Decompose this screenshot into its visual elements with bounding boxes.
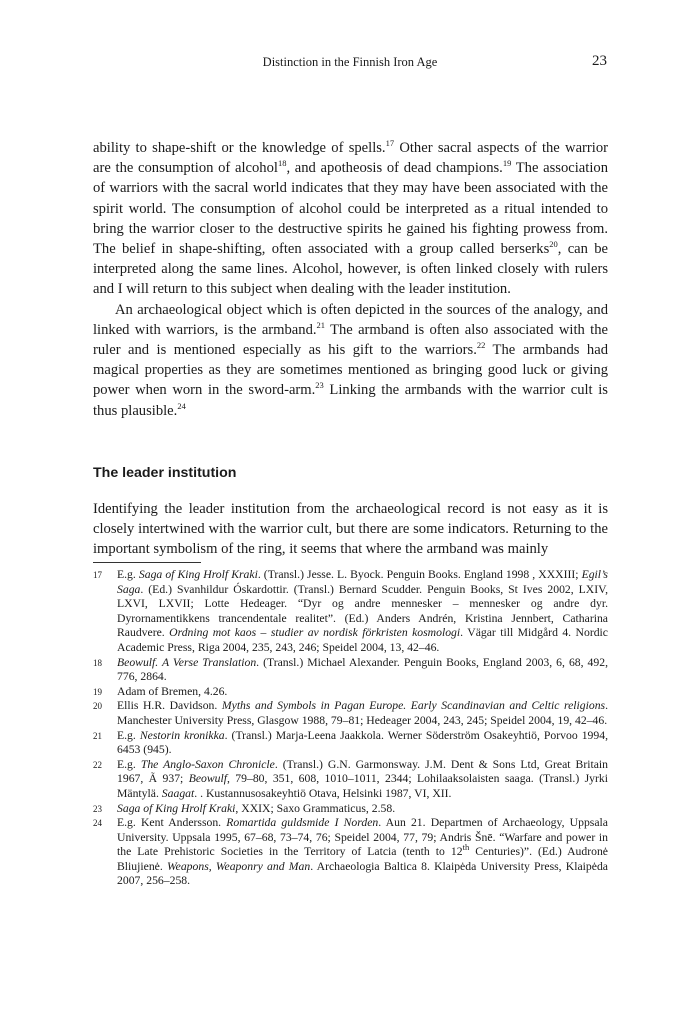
text: . Manchester University Press, Glasgow 1988, 79–81; Hedeager 2004, 243, 245; Speidel 2004, 19, 42–46. xyxy=(117,699,609,727)
title: Saga of King Hrolf Kraki xyxy=(138,568,258,581)
title: Myths and Symbols in Pagan Europe. Early Scandinavian and Celtic religions xyxy=(221,699,606,713)
footnote-ref-21[interactable]: 21 xyxy=(316,319,326,330)
text: Centuries)”. (Ed.) Audronė Bliujienė. xyxy=(117,845,608,873)
text: ability to shape-shift or the knowledge of spells. xyxy=(93,140,386,156)
text: Ellis H.R. Davidson. xyxy=(117,699,222,713)
text: . (Transl.) Marja-Leena Jaakkola. Werner Söderström Osakeyhtiö, Porvoo 1994, 6453 (945). xyxy=(117,728,609,757)
footnote-text: Adam of Bremen, 4.26. xyxy=(117,684,228,698)
footnote-number: 24 xyxy=(93,818,102,829)
footnote-21 xyxy=(93,729,608,758)
text: The association of warriors with the sacral world indicates that they may have been associated with the spirit world. The consumption of alcohol could be interpreted as a ritual intended to bring the warrior closer to the destructive spirits he gained his fighting prowess from. The belief in shape-shifting, often associated with a group called berserks xyxy=(93,160,608,258)
footnote-ref-22[interactable]: 22 xyxy=(476,340,486,351)
footnote-22 xyxy=(93,758,608,802)
footnote-separator xyxy=(93,562,201,563)
running-head xyxy=(0,55,700,73)
footnote-text xyxy=(117,568,608,656)
text: . . Kustannusosakeyhtiö Otava, Helsinki 1987, VI, XII. xyxy=(194,786,452,800)
main-text xyxy=(93,138,608,559)
paragraph-3: Identifying the leader institution from the archaeological record is not easy as it is closely intertwined with the warrior cult, but there are some indicators. Returning to the important symbolism of the ring, it seems that where the armband was mainly xyxy=(93,500,608,558)
section-heading: The leader institution xyxy=(93,464,237,481)
paragraph-2 xyxy=(93,300,608,421)
text: An archaeological object which is often depicted in the sources of the analogy, and linked with warriors, is the armband. xyxy=(93,301,608,338)
paragraph-1 xyxy=(93,138,608,300)
title: Beowulf xyxy=(188,772,227,786)
text: , and apotheosis of dead champions. xyxy=(286,160,503,177)
title: Saga of King Hrolf Kraki xyxy=(117,801,236,815)
footnote-number: 17 xyxy=(93,570,102,580)
footnotes xyxy=(93,562,608,889)
text: E.g. xyxy=(117,757,141,771)
footnote-number: 23 xyxy=(93,803,102,814)
footnote-ref-19[interactable]: 19 xyxy=(502,158,512,169)
superscript: th xyxy=(462,842,470,853)
text: The armband is often also associated with the ruler and is mentioned especially as his gift to the warriors. xyxy=(93,321,608,359)
text: E.g. xyxy=(117,728,140,742)
title: Weapons, Weaponry and Man xyxy=(166,859,311,873)
text: . (Transl.) Michael Alexander. Penguin Books, England 2003, 6, 68, 492, 776, 2864. xyxy=(117,655,608,684)
text: E.g. xyxy=(117,568,139,581)
title: Romartida guldsmide I Norden xyxy=(226,816,379,830)
text: , can be interpreted along the same lines. Alcohol, however, is often linked closely with rulers and I will return to this subject when dealing with the leader institution. xyxy=(93,241,608,298)
footnote-ref-18[interactable]: 18 xyxy=(277,158,287,169)
footnote-17 xyxy=(93,568,608,656)
text: . Aun 21. Departmen of Archaeology, Uppsala University. Uppsala 1995, 67–68, 73–74, 76; Speidel 2004, 77, 79; Andris Šnē. “Warfare and power in the Late Prehistoric Societies in the Territory of Latcia (tenth to 12 xyxy=(117,816,608,859)
title: Egil’s Saga xyxy=(117,568,608,596)
footnote-ref-24[interactable]: 24 xyxy=(177,400,186,411)
footnote-23 xyxy=(93,802,608,817)
footnote-ref-23[interactable]: 23 xyxy=(315,380,324,391)
title: Nestorin kronikka xyxy=(139,728,225,742)
footnote-number: 18 xyxy=(93,657,102,668)
text: . Vägar till Midgård 4. Nordic Academic Press, Riga 2004, 235, 243, 246; Speidel 2004, 13, 42–46. xyxy=(117,626,608,654)
footnote-number: 21 xyxy=(93,730,102,741)
footnote-number: 19 xyxy=(93,686,102,697)
footnote-number: 22 xyxy=(93,759,102,770)
footnote-text xyxy=(117,816,608,889)
footnote-24 xyxy=(93,816,608,889)
page-number: 23 xyxy=(592,53,607,69)
title: Saagat xyxy=(161,786,195,800)
text: The armbands had magical properties as they are sometimes mentioned as bringing good luck or giving power when worn in the sword-arm. xyxy=(93,342,608,399)
text: . Archaeologia Baltica 8. Klaipėda University Press, Klaipėda 2007, 256–258. xyxy=(117,859,608,888)
text: E.g. Kent Andersson. xyxy=(117,816,227,830)
text: , XXIX; Saxo Grammaticus, 2.58. xyxy=(235,801,396,815)
title: Ordning mot kaos – studier av nordisk förkristen kosmologi xyxy=(169,626,461,640)
footnote-18 xyxy=(93,656,608,685)
text: . (Ed.) Svanhildur Óskardottir. (Transl.) Bernard Scudder. Penguin Books, St Ives 2002, LXIV, LXVI, LXVII; Lotte Hedeager. “Dyr og andre mennesker – mennesker og andre dyr. Dyrornamentikkens trancendentale realitet”. (Ed.) Anders Andrén, Kristina Jennbert, Catharina Raudvere. xyxy=(117,582,608,640)
text: Other sacral aspects of the warrior are the consumption of alcohol xyxy=(93,140,608,177)
title: The Anglo-Saxon Chronicle xyxy=(140,757,275,771)
footnote-ref-17[interactable]: 17 xyxy=(385,138,395,149)
footnote-number: 20 xyxy=(93,701,102,712)
footnote-text xyxy=(117,656,608,685)
text: . (Transl.) Jesse. L. Byock. Penguin Books. England 1998 , XXXIII; xyxy=(257,568,582,581)
footnote-text xyxy=(117,802,608,817)
footnote-text xyxy=(117,729,608,758)
text: . (Transl.) G.N. Garmonsway. J.M. Dent & Sons Ltd, Great Britain 1967, Ã 937; xyxy=(117,757,608,786)
footnote-text xyxy=(117,758,608,802)
footnote-text xyxy=(117,699,608,728)
footnote-19 xyxy=(93,685,608,700)
text: Linking the armbands with the warrior cult is thus plausible. xyxy=(93,382,608,419)
footnote-ref-20[interactable]: 20 xyxy=(549,239,558,250)
title: Beowulf. A Verse Translation xyxy=(117,655,257,669)
footnote-20 xyxy=(93,699,608,728)
running-head-title: Distinction in the Finnish Iron Age xyxy=(262,55,438,69)
text: , 79–80, 351, 608, 1010–1011, 2344; Lohilaaksolaisten saaga. (Transl.) Jyrki Mäntylä. xyxy=(117,772,608,800)
